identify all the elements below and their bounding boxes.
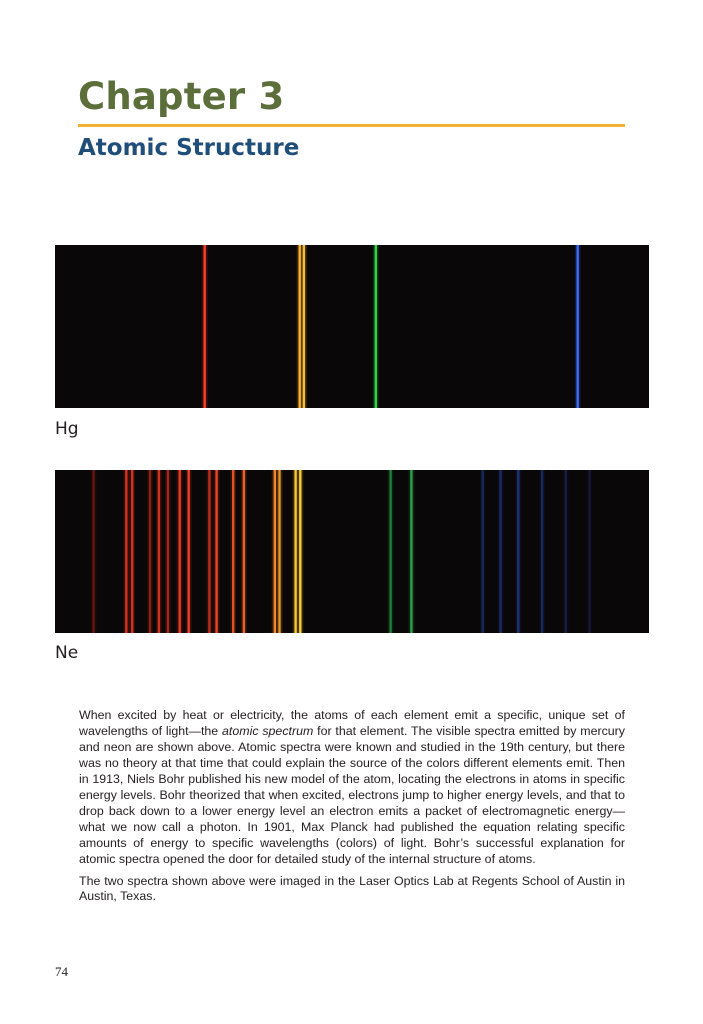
spectral-line — [204, 245, 206, 408]
spectral-line — [517, 470, 519, 633]
spectral-line — [274, 470, 276, 633]
spectral-line — [482, 470, 484, 633]
neon-spectrum-image — [55, 470, 649, 633]
spectral-line — [577, 245, 579, 408]
body-paragraph-2: The two spectra shown above were imaged in the Laser Optics Lab at Regents School of Austin in Austin, Texas. — [79, 873, 625, 904]
spectral-line — [541, 470, 543, 633]
spectral-line — [149, 470, 151, 633]
spectral-line — [243, 470, 245, 633]
chapter-rule — [78, 124, 625, 127]
spectral-line — [303, 245, 305, 408]
spectral-line — [278, 470, 280, 633]
mercury-spectrum-label: Hg — [55, 419, 79, 439]
chapter-subtitle: Atomic Structure — [78, 135, 300, 161]
spectral-line — [188, 470, 190, 633]
spectrum-background — [55, 245, 649, 408]
spectral-line — [294, 470, 296, 633]
neon-spectrum-label: Ne — [55, 643, 79, 663]
spectral-line — [232, 470, 234, 633]
body-paragraph-1: When excited by heat or electricity, the atoms of each element emit a specific, unique set of wavelengths of light—the atomic spectrum for that element. The visible spectra emitted by mercury and neon are shown above. Atomic spectra were known and studied in the 19th century, but there was no theory at that time that could explain the source of the colors different elements emit. Then in 1913, Niels Bohr published his new model of the atom, locating the electrons in atoms in specific energy levels. Bohr theorized that when excited, electrons jump to higher energy levels, and that to drop back down to a lower energy level an electron emits a packet of electromagnetic energy—what we now call a photon. In 1901, Max Planck had published the equation relating specific amounts of energy to specific wavelengths (colors) of light. Bohr’s successful explanation for atomic spectra opened the door for detailed study of the internal structure of atoms. — [79, 708, 625, 866]
spectral-line — [499, 470, 501, 633]
spectral-line — [92, 470, 94, 633]
spectral-line — [167, 470, 169, 633]
mercury-spectrum-image — [55, 245, 649, 408]
page-number: 74 — [55, 964, 68, 979]
spectral-line — [565, 470, 567, 633]
spectral-line — [375, 245, 377, 408]
spectral-line — [158, 470, 160, 633]
spectral-line — [299, 470, 301, 633]
spectral-line — [389, 470, 391, 633]
spectral-line — [208, 470, 210, 633]
chapter-title: Chapter 3 — [78, 75, 285, 118]
spectral-line — [588, 470, 590, 633]
spectral-line — [131, 470, 133, 633]
spectral-line — [215, 470, 217, 633]
spectral-line — [179, 470, 181, 633]
spectrum-background — [55, 470, 649, 633]
atomic-spectrum-term: atomic spectrum — [222, 723, 314, 738]
spectral-line — [299, 245, 301, 408]
spectral-line — [410, 470, 412, 633]
spectral-line — [125, 470, 127, 633]
body-text — [79, 708, 625, 911]
